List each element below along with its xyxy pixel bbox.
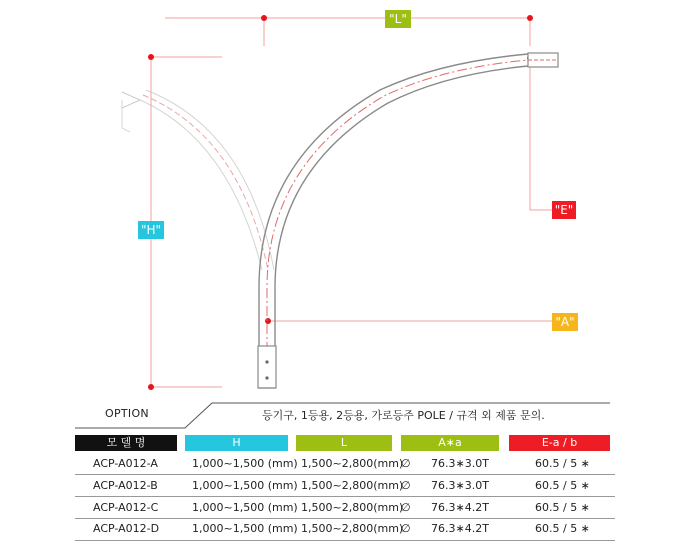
model-cell: ACP-A012-D [93, 522, 160, 535]
diameter-icon: ∅ [401, 479, 411, 492]
arm-pipe [258, 53, 558, 388]
header-a: A∗a [401, 435, 499, 451]
l-cell: 1,500~2,800(mm) [301, 479, 404, 492]
option-row [0, 400, 700, 430]
row-divider [75, 540, 615, 541]
header-h: H [185, 435, 288, 451]
diameter-icon: ∅ [401, 457, 411, 470]
row-divider [75, 474, 615, 475]
header-e: E-a / b [509, 435, 610, 451]
dimension-label-e: "E" [552, 201, 576, 219]
reference-curve [122, 90, 274, 270]
table-row [75, 477, 615, 497]
e-cell: 60.5 / 5 ∗ [535, 522, 590, 535]
model-cell: ACP-A012-C [93, 501, 159, 514]
dimension-label-a: "A" [552, 313, 578, 331]
header-l: L [296, 435, 392, 451]
table-row [75, 455, 615, 475]
h-cell: 1,000~1,500 (mm) [192, 457, 298, 470]
h-cell: 1,000~1,500 (mm) [192, 479, 298, 492]
l-cell: 1,500~2,800(mm) [301, 501, 404, 514]
dimension-l [165, 15, 533, 46]
model-cell: ACP-A012-B [93, 479, 158, 492]
a-cell: 76.3∗4.2T [431, 522, 489, 535]
e-cell: 60.5 / 5 ∗ [535, 501, 590, 514]
row-divider [75, 496, 615, 497]
header-model: 모 델 명 [75, 435, 177, 451]
table-row [75, 499, 615, 519]
a-cell: 76.3∗4.2T [431, 501, 489, 514]
diameter-icon: ∅ [401, 501, 411, 514]
option-label: OPTION [105, 407, 149, 420]
diameter-icon: ∅ [401, 522, 411, 535]
option-description: 등기구, 1등용, 2등용, 가로등주 POLE / 규격 외 제품 문의. [262, 409, 545, 422]
a-cell: 76.3∗3.0T [431, 479, 489, 492]
dimension-e [527, 55, 552, 210]
dimension-label-h: "H" [138, 221, 164, 239]
h-cell: 1,000~1,500 (mm) [192, 501, 298, 514]
model-cell: ACP-A012-A [93, 457, 158, 470]
h-cell: 1,000~1,500 (mm) [192, 522, 298, 535]
row-divider [75, 518, 615, 519]
l-cell: 1,500~2,800(mm) [301, 522, 404, 535]
a-cell: 76.3∗3.0T [431, 457, 489, 470]
e-cell: 60.5 / 5 ∗ [535, 479, 590, 492]
l-cell: 1,500~2,800(mm) [301, 457, 404, 470]
e-cell: 60.5 / 5 ∗ [535, 457, 590, 470]
dimension-label-l: "L" [385, 10, 411, 28]
dimension-a [265, 318, 552, 324]
table-row [75, 520, 615, 540]
